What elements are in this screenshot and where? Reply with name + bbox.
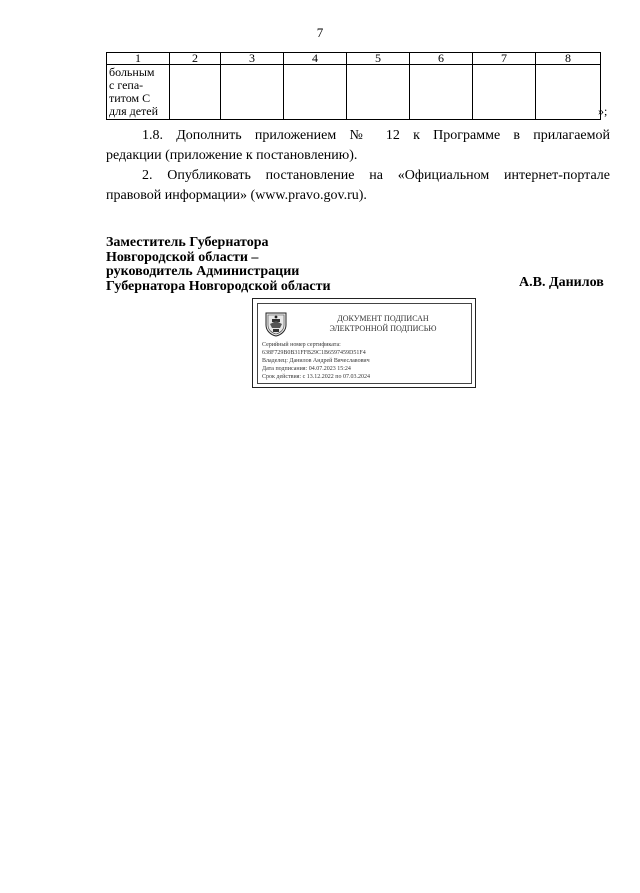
cell-text-line: больным	[109, 65, 155, 79]
column-header: 6	[410, 53, 473, 65]
column-header: 3	[221, 53, 284, 65]
page-number: 7	[316, 25, 324, 40]
paragraph-2-line-2: правовой информации» (www.pravo.gov.ru).	[106, 188, 367, 203]
table-header-row	[107, 53, 601, 65]
paragraph-1-line-1	[106, 126, 610, 146]
table-cell	[221, 65, 284, 120]
position-line: Заместитель Губернатора	[106, 235, 269, 250]
table-cell	[170, 65, 221, 120]
signing-date: Дата подписания: 04.07.2023 15:24	[262, 366, 351, 372]
table-cell	[347, 65, 410, 120]
position-line: Губернатора Новгородской области	[106, 278, 331, 294]
column-header: 5	[347, 53, 410, 65]
paragraph-1-line-2: редакции (приложение к постановлению).	[106, 148, 358, 163]
column-header: 4	[284, 53, 347, 65]
position-line: Новгородской области –	[106, 249, 259, 265]
closing-quote: »;	[598, 104, 608, 118]
table-row	[107, 65, 601, 120]
column-header: 1	[107, 53, 170, 65]
paragraph-text: 1.8. Дополнить приложением № 12 к Программе в прилагаемой	[142, 128, 610, 143]
cell-text-line: с гепа-	[109, 78, 144, 92]
table-cell	[536, 65, 601, 120]
paragraph-text: 2. Опубликовать постановление на «Официальном интернет-портале	[142, 168, 610, 183]
signatory-position	[106, 236, 331, 294]
column-header: 2	[170, 53, 221, 65]
paragraph-2-line-1	[106, 166, 610, 186]
table-cell-category	[107, 65, 170, 120]
stamp-details	[262, 341, 370, 381]
certificate-serial-label: Серийный номер сертификата:	[262, 342, 341, 348]
program-table-continuation	[106, 52, 601, 120]
table-cell	[410, 65, 473, 120]
coat-of-arms-icon	[264, 311, 288, 337]
stamp-title-line: ЭЛЕКТРОННОЙ ПОДПИСЬЮ	[329, 324, 437, 333]
column-header: 7	[473, 53, 536, 65]
stamp-title-line: ДОКУМЕНТ ПОДПИСАН	[337, 314, 429, 323]
signatory-name: А.В. Данилов	[519, 275, 604, 290]
table-cell	[473, 65, 536, 120]
table-cell	[284, 65, 347, 120]
electronic-signature-stamp	[252, 298, 476, 388]
position-line: руководитель Администрации	[106, 264, 300, 279]
certificate-serial: 638F729B0B31FFB29C1B6597459D51F4	[262, 350, 366, 356]
certificate-owner: Владелец: Данилов Андрей Вячеславович	[262, 358, 370, 364]
stamp-frame	[257, 303, 472, 384]
column-header: 8	[536, 53, 601, 65]
cell-text-line: для детей	[109, 104, 159, 118]
cell-text-line: титом С	[109, 91, 151, 105]
validity-period: Срок действия: с 13.12.2022 по 07.03.2024	[262, 374, 370, 380]
stamp-title	[298, 314, 468, 334]
